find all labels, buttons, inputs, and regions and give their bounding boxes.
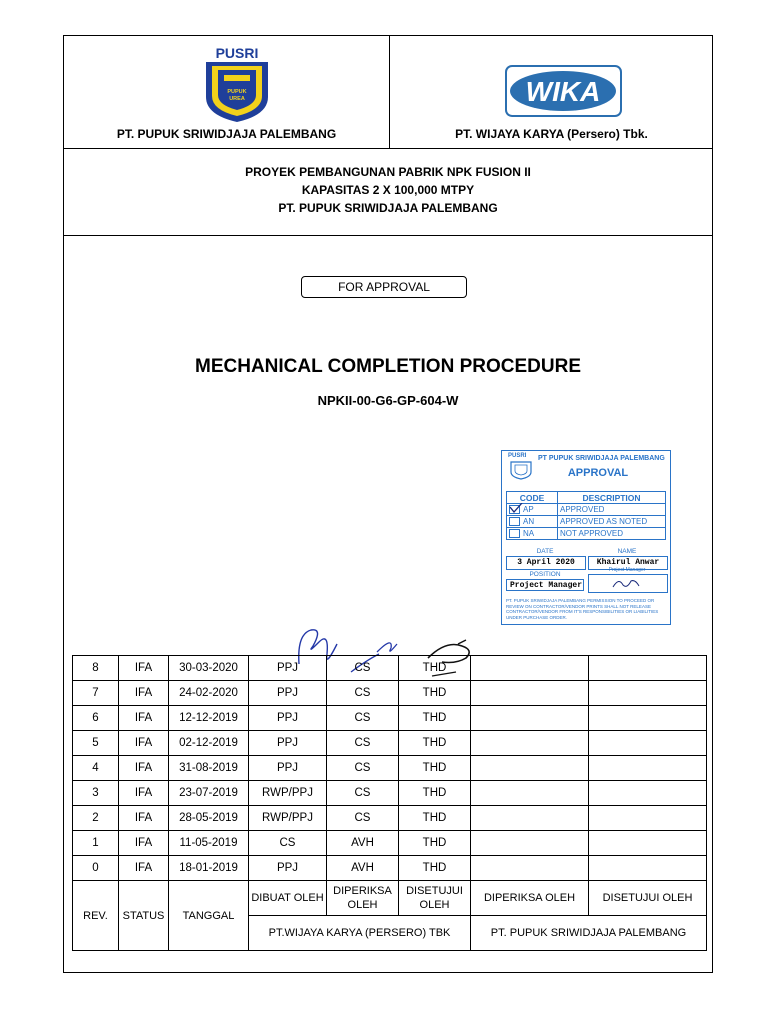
stamp-name-value: Khairul Anwar <box>588 556 668 570</box>
cell-diperiksa: CS <box>327 681 399 706</box>
stamp-desc-an: APPROVED AS NOTED <box>558 516 666 528</box>
stamp-desc-ap: APPROVED <box>558 504 666 516</box>
table-row <box>73 681 707 706</box>
cell-diperiksa: CS <box>327 781 399 806</box>
stamp-signature <box>588 574 668 593</box>
cell-date: 28-05-2019 <box>169 806 249 831</box>
cell-empty <box>589 831 707 856</box>
pusri-logo-title: PUSRI <box>215 45 259 61</box>
cell-diperiksa: CS <box>327 731 399 756</box>
cell-date: 30-03-2020 <box>169 656 249 681</box>
table-row <box>73 756 707 781</box>
cell-diperiksa: CS <box>327 806 399 831</box>
wika-logo <box>505 65 622 117</box>
table-row <box>73 831 707 856</box>
col-diperiksa-oleh: DIPERIKSA OLEH <box>327 881 399 916</box>
stamp-company: PT PUPUK SRIWIDJAJA PALEMBANG <box>538 455 665 462</box>
cell-rev: 6 <box>73 706 119 731</box>
left-company-name: PT. PUPUK SRIWIDJAJA PALEMBANG <box>116 127 337 141</box>
col-diperiksa-oleh-2: DIPERIKSA OLEH <box>471 881 589 916</box>
cell-date: 12-12-2019 <box>169 706 249 731</box>
document-title: MECHANICAL COMPLETION PROCEDURE <box>195 356 581 377</box>
cell-empty <box>471 731 589 756</box>
cell-dibuat: RWP/PPJ <box>249 781 327 806</box>
checkbox-icon <box>509 517 520 526</box>
cell-dibuat: RWP/PPJ <box>249 806 327 831</box>
pusri-company-cell: PT. PUPUK SRIWIDJAJA PALEMBANG <box>471 916 707 951</box>
stamp-date-label: DATE <box>536 548 554 555</box>
cell-status: IFA <box>119 756 169 781</box>
cell-empty <box>589 681 707 706</box>
cell-diperiksa: CS <box>327 706 399 731</box>
stamp-position-value: Project Manager <box>506 579 584 591</box>
stamp-sig-label: Project Manager <box>608 567 646 573</box>
status-box: FOR APPROVAL <box>301 276 467 298</box>
cell-rev: 2 <box>73 806 119 831</box>
table-row <box>73 731 707 756</box>
cell-rev: 5 <box>73 731 119 756</box>
stamp-name-label: NAME <box>617 548 637 555</box>
cell-disetujui: THD <box>399 831 471 856</box>
stamp-logo-text: PUSRI <box>508 453 527 459</box>
table-row <box>73 706 707 731</box>
stamp-note: PT. PUPUK SRIWIDJAJA PALEMBANG PERMISSION TO PROCEED OR REVIEW ON CONTRACTOR/VENDOR PRINTS SHALL NOT RELEASE CONTRACTOR/VENDOR FROM IT'S RESPONSIBILITIES OR LIABILITIES UNDER PURCHASE ORDER. <box>506 598 659 620</box>
cell-dibuat: PPJ <box>249 681 327 706</box>
col-dibuat-oleh: DIBUAT OLEH <box>249 881 327 916</box>
table-row <box>73 856 707 881</box>
cell-status: IFA <box>119 656 169 681</box>
cell-dibuat: PPJ <box>249 656 327 681</box>
cell-rev: 7 <box>73 681 119 706</box>
stamp-code-ap: AP <box>507 504 558 516</box>
cell-status: IFA <box>119 831 169 856</box>
cell-disetujui: THD <box>399 781 471 806</box>
stamp-date-value: 3 April 2020 <box>506 556 586 570</box>
cell-disetujui: THD <box>399 706 471 731</box>
cell-diperiksa: AVH <box>327 856 399 881</box>
cell-disetujui: THD <box>399 731 471 756</box>
project-line-3: PT. PUPUK SRIWIDJAJA PALEMBANG <box>278 201 498 215</box>
approval-stamp <box>501 450 671 625</box>
col-status: STATUS <box>119 881 169 951</box>
project-bottom-rule <box>64 235 712 236</box>
stamp-code-header: CODE <box>507 492 558 504</box>
col-tanggal: TANGGAL <box>169 881 249 951</box>
stamp-desc-header: DESCRIPTION <box>558 492 666 504</box>
cell-rev: 0 <box>73 856 119 881</box>
cell-empty <box>471 781 589 806</box>
pusri-logo <box>202 45 272 123</box>
cell-diperiksa: AVH <box>327 831 399 856</box>
stamp-code-an: AN <box>507 516 558 528</box>
cell-empty <box>471 856 589 881</box>
cell-date: 24-02-2020 <box>169 681 249 706</box>
cell-empty <box>471 656 589 681</box>
pusri-logo-inner: PUPUK <box>227 89 247 95</box>
cell-empty <box>589 756 707 781</box>
revision-table <box>72 655 707 951</box>
project-line-2: KAPASITAS 2 X 100,000 MTPY <box>301 183 475 197</box>
document-frame <box>63 35 713 973</box>
cell-status: IFA <box>119 706 169 731</box>
checkbox-checked-icon <box>509 505 520 514</box>
cell-empty <box>589 731 707 756</box>
wika-logo-text: WIKA <box>525 76 601 107</box>
cell-disetujui: THD <box>399 656 471 681</box>
cell-date: 02-12-2019 <box>169 731 249 756</box>
table-row <box>73 656 707 681</box>
cell-rev: 3 <box>73 781 119 806</box>
cell-empty <box>471 756 589 781</box>
cell-diperiksa: CS <box>327 656 399 681</box>
stamp-signature-mark <box>589 575 665 591</box>
stamp-code-na: NA <box>507 528 558 540</box>
stamp-desc-na: NOT APPROVED <box>558 528 666 540</box>
cell-empty <box>589 806 707 831</box>
cell-status: IFA <box>119 856 169 881</box>
project-line-1: PROYEK PEMBANGUNAN PABRIK NPK FUSION II <box>245 165 531 179</box>
wika-company-cell: PT.WIJAYA KARYA (PERSERO) TBK <box>249 916 471 951</box>
cell-empty <box>471 831 589 856</box>
stamp-position-label: POSITION <box>529 571 561 578</box>
cell-disetujui: THD <box>399 806 471 831</box>
right-company-name: PT. WIJAYA KARYA (Persero) Tbk. <box>455 127 648 141</box>
cell-dibuat: CS <box>249 831 327 856</box>
cell-dibuat: PPJ <box>249 731 327 756</box>
cell-status: IFA <box>119 681 169 706</box>
cell-empty <box>471 681 589 706</box>
cell-date: 11-05-2019 <box>169 831 249 856</box>
checkbox-icon <box>509 529 520 538</box>
cell-status: IFA <box>119 731 169 756</box>
cell-disetujui: THD <box>399 681 471 706</box>
stamp-title: APPROVAL <box>567 467 629 479</box>
cell-status: IFA <box>119 806 169 831</box>
cell-dibuat: PPJ <box>249 856 327 881</box>
cell-disetujui: THD <box>399 856 471 881</box>
cell-date: 31-08-2019 <box>169 756 249 781</box>
cell-empty <box>589 656 707 681</box>
cell-empty <box>471 706 589 731</box>
pusri-logo-inner-2: UREA <box>229 96 245 102</box>
cell-date: 18-01-2019 <box>169 856 249 881</box>
cell-empty <box>589 706 707 731</box>
document-number: NPKII-00-G6-GP-604-W <box>317 393 459 408</box>
cell-dibuat: PPJ <box>249 756 327 781</box>
cell-date: 23-07-2019 <box>169 781 249 806</box>
signature-header-row <box>73 881 707 916</box>
header-bottom-rule <box>64 148 712 149</box>
col-disetujui-oleh: DISETUJUI OLEH <box>399 881 471 916</box>
cell-empty <box>589 781 707 806</box>
cell-status: IFA <box>119 781 169 806</box>
cell-rev: 8 <box>73 656 119 681</box>
col-disetujui-oleh-2: DISETUJUI OLEH <box>589 881 707 916</box>
cell-dibuat: PPJ <box>249 706 327 731</box>
cell-rev: 4 <box>73 756 119 781</box>
table-row <box>73 806 707 831</box>
cell-empty <box>471 806 589 831</box>
cell-empty <box>589 856 707 881</box>
cell-diperiksa: CS <box>327 756 399 781</box>
cell-disetujui: THD <box>399 756 471 781</box>
col-rev: REV. <box>73 881 119 951</box>
table-row <box>73 781 707 806</box>
stamp-code-table <box>506 491 666 540</box>
cell-rev: 1 <box>73 831 119 856</box>
